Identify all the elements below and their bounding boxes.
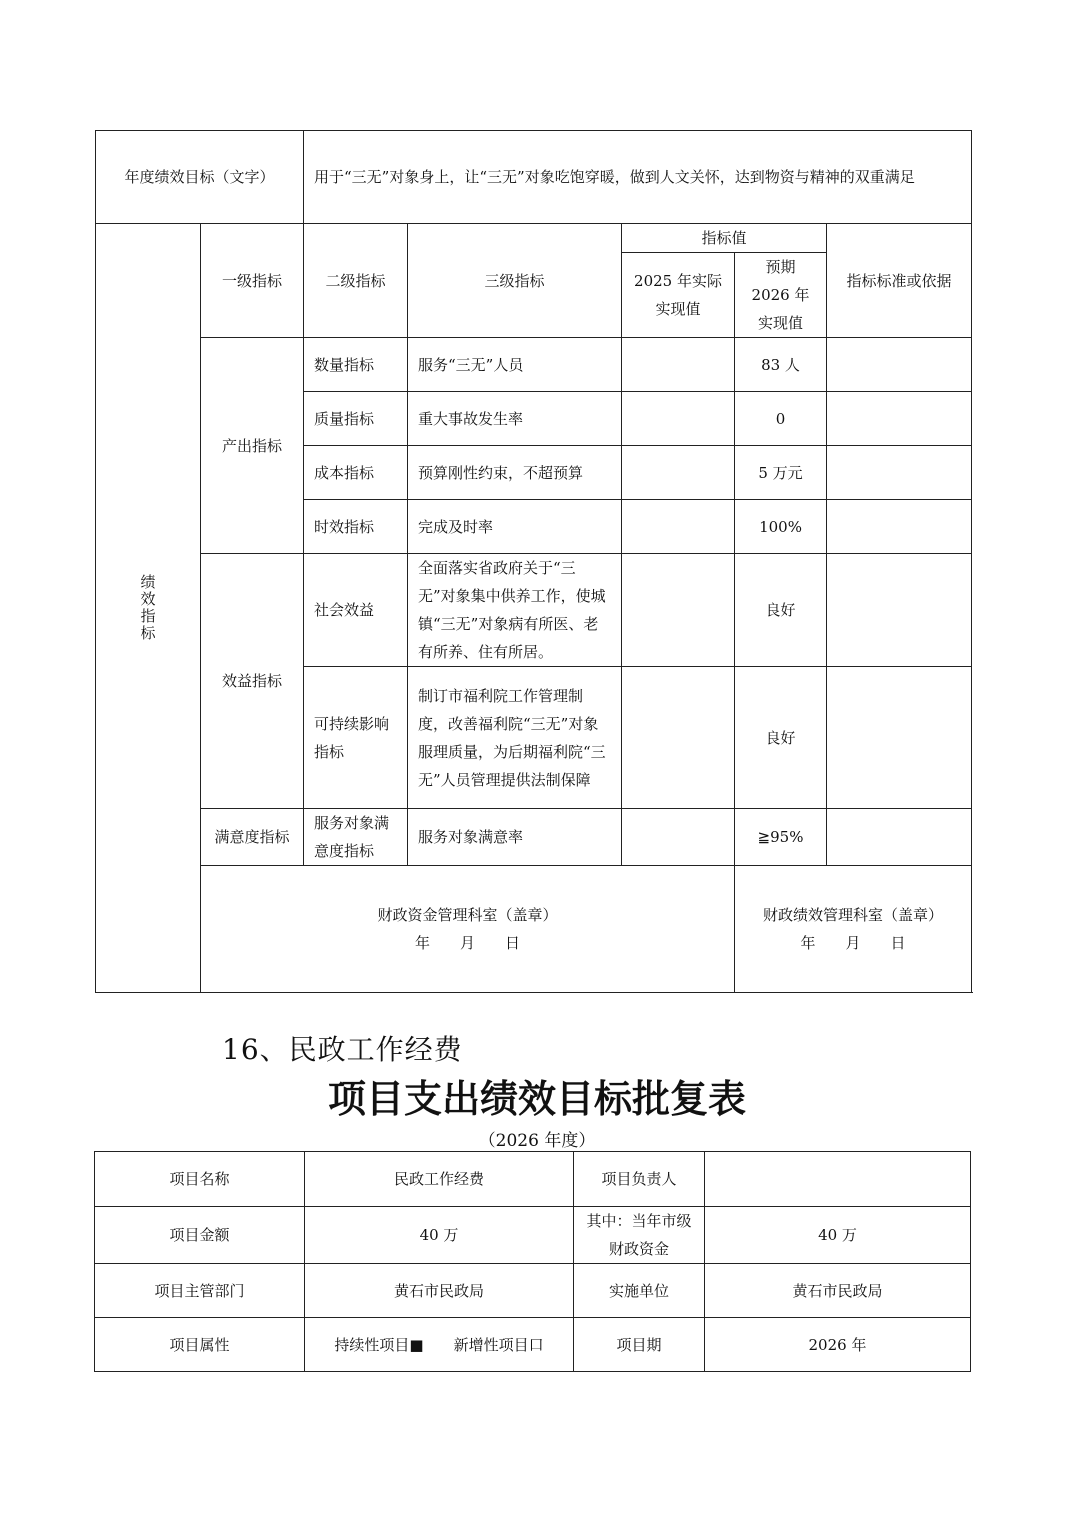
city-fund-label: 其中：当年市级财政资金 <box>574 1207 705 1264</box>
header-expected-2026: 预期 2026 年实现值 <box>735 253 827 338</box>
row-basis <box>827 392 972 446</box>
row-basis <box>827 809 972 866</box>
row-level2: 社会效益 <box>304 554 408 667</box>
attr-value: 持续性项目■ 新增性项目口 <box>305 1318 574 1372</box>
project-info-table <box>94 1151 971 1372</box>
perf-indicator-label: 绩 效 指 标 <box>96 224 201 993</box>
city-fund-value: 40 万 <box>705 1207 971 1264</box>
impl-value: 黄石市民政局 <box>705 1264 971 1318</box>
row-level3: 重大事故发生率 <box>408 392 622 446</box>
row-level3: 全面落实省政府关于“三无”对象集中供养工作，使城镇“三无”对象病有所医、老有所养、住有所居。 <box>408 554 622 667</box>
row-level3: 预算刚性约束，不超预算 <box>408 446 622 500</box>
row-expected: 100% <box>735 500 827 554</box>
row-expected: 0 <box>735 392 827 446</box>
row-level3: 服务对象满意率 <box>408 809 622 866</box>
annual-goal-text: 用于“三无”对象身上，让“三无”对象吃饱穿暖，做到人文关怀，达到物资与精神的双重满足 <box>304 131 972 224</box>
row-basis <box>827 667 972 809</box>
amount-value: 40 万 <box>305 1207 574 1264</box>
annual-goal-label: 年度绩效目标（文字） <box>96 131 304 224</box>
project-name-value: 民政工作经费 <box>305 1152 574 1207</box>
row-level3: 服务“三无”人员 <box>408 338 622 392</box>
form-title: 项目支出绩效目标批复表 <box>327 1077 746 1121</box>
leader-value <box>705 1152 971 1207</box>
sign-block-left <box>201 866 735 993</box>
row-level3: 完成及时率 <box>408 500 622 554</box>
performance-indicator-table <box>95 130 972 993</box>
header-actual-2025: 2025 年实际实现值 <box>622 253 735 338</box>
period-value: 2026 年 <box>705 1318 971 1372</box>
row-actual <box>622 392 735 446</box>
row-basis <box>827 554 972 667</box>
row-basis <box>827 338 972 392</box>
form-year: （2026 年度） <box>478 1131 596 1151</box>
row-basis <box>827 446 972 500</box>
row-expected: 良好 <box>735 667 827 809</box>
row-actual <box>622 667 735 809</box>
header-level1: 一级指标 <box>201 224 304 338</box>
row-expected: ≧95% <box>735 809 827 866</box>
project-name-label: 项目名称 <box>95 1152 305 1207</box>
header-target-value: 指标值 <box>622 224 827 253</box>
row-expected: 5 万元 <box>735 446 827 500</box>
row-level2: 可持续影响指标 <box>304 667 408 809</box>
header-level2: 二级指标 <box>304 224 408 338</box>
leader-label: 项目负责人 <box>574 1152 705 1207</box>
dept-label: 项目主管部门 <box>95 1264 305 1318</box>
impl-label: 实施单位 <box>574 1264 705 1318</box>
group-output: 产出指标 <box>201 338 304 554</box>
header-basis: 指标标准或依据 <box>827 224 972 338</box>
row-expected: 良好 <box>735 554 827 667</box>
group-satisfaction: 满意度指标 <box>201 809 304 866</box>
row-level2: 服务对象满意度指标 <box>304 809 408 866</box>
sign-right-date: 年 月 日 <box>800 934 906 952</box>
row-level2: 成本指标 <box>304 446 408 500</box>
sign-left-office: 财政资金管理科室（盖章） <box>377 906 558 924</box>
row-actual <box>622 554 735 667</box>
row-level2: 质量指标 <box>304 392 408 446</box>
header-level3: 三级指标 <box>408 224 622 338</box>
row-actual <box>622 446 735 500</box>
section-heading: 16、民政工作经费 <box>222 1033 463 1066</box>
sign-left-date: 年 月 日 <box>415 934 521 952</box>
row-actual <box>622 500 735 554</box>
sign-block-right <box>735 866 972 993</box>
row-basis <box>827 500 972 554</box>
row-actual <box>622 809 735 866</box>
amount-label: 项目金额 <box>95 1207 305 1264</box>
row-level2: 时效指标 <box>304 500 408 554</box>
period-label: 项目期 <box>574 1318 705 1372</box>
dept-value: 黄石市民政局 <box>305 1264 574 1318</box>
row-level2: 数量指标 <box>304 338 408 392</box>
sign-right-office: 财政绩效管理科室（盖章） <box>763 906 944 924</box>
row-actual <box>622 338 735 392</box>
row-expected: 83 人 <box>735 338 827 392</box>
row-level3: 制订市福利院工作管理制度，改善福利院“三无”对象服理质量，为后期福利院“三无”人员管理提供法制保障 <box>408 667 622 809</box>
group-benefit: 效益指标 <box>201 554 304 809</box>
attr-label: 项目属性 <box>95 1318 305 1372</box>
